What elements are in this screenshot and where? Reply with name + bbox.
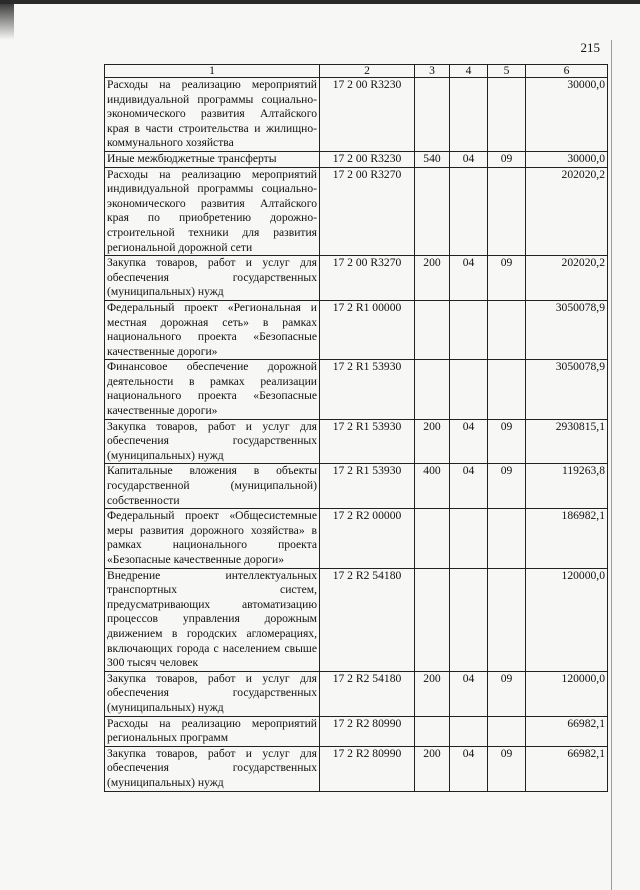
expense-type-cell: 200 bbox=[415, 256, 450, 301]
expense-name-cell: Финансовое обеспечение дорожной деятельности в рамках реализации национального проекта «Безопасные качественные дороги» bbox=[105, 360, 320, 419]
target-code-cell: 17 2 R2 54180 bbox=[320, 568, 415, 671]
table-row bbox=[105, 256, 608, 301]
subsection-cell: 09 bbox=[488, 671, 526, 716]
amount-cell: 202020,2 bbox=[526, 256, 608, 301]
subsection-cell: 09 bbox=[488, 464, 526, 509]
expense-type-cell bbox=[415, 78, 450, 152]
subsection-cell: 09 bbox=[488, 746, 526, 791]
section-cell bbox=[450, 300, 488, 359]
target-code-cell: 17 2 R1 53930 bbox=[320, 419, 415, 464]
subsection-cell: 09 bbox=[488, 256, 526, 301]
amount-cell: 3050078,9 bbox=[526, 300, 608, 359]
scan-shadow-left bbox=[0, 0, 14, 40]
table-row bbox=[105, 300, 608, 359]
header-cell-1: 1 bbox=[105, 65, 320, 78]
section-cell: 04 bbox=[450, 671, 488, 716]
target-code-cell: 17 2 00 R3270 bbox=[320, 167, 415, 256]
expense-type-cell: 400 bbox=[415, 464, 450, 509]
expense-type-cell bbox=[415, 360, 450, 419]
amount-cell: 2930815,1 bbox=[526, 419, 608, 464]
expense-name-cell: Расходы на реализацию мероприятий индивидуальной программы социально-экономического развития Алтайского края в части строительства и жилищно-коммунального хозяйства bbox=[105, 78, 320, 152]
header-cell-4: 4 bbox=[450, 65, 488, 78]
target-code-cell: 17 2 R2 80990 bbox=[320, 746, 415, 791]
table-row bbox=[105, 568, 608, 671]
expense-name-cell: Закупка товаров, работ и услуг для обеспечения государственных (муниципальных) нужд bbox=[105, 256, 320, 301]
scan-edge-right bbox=[611, 40, 612, 890]
amount-cell: 120000,0 bbox=[526, 671, 608, 716]
table-row bbox=[105, 464, 608, 509]
target-code-cell: 17 2 R1 53930 bbox=[320, 464, 415, 509]
subsection-cell bbox=[488, 716, 526, 746]
table-row bbox=[105, 509, 608, 568]
header-cell-5: 5 bbox=[488, 65, 526, 78]
target-code-cell: 17 2 00 R3230 bbox=[320, 151, 415, 167]
subsection-cell bbox=[488, 568, 526, 671]
target-code-cell: 17 2 R1 53930 bbox=[320, 360, 415, 419]
header-cell-3: 3 bbox=[415, 65, 450, 78]
subsection-cell bbox=[488, 78, 526, 152]
amount-cell: 186982,1 bbox=[526, 509, 608, 568]
amount-cell: 119263,8 bbox=[526, 464, 608, 509]
header-row bbox=[105, 65, 608, 78]
expense-name-cell: Федеральный проект «Региональная и местная дорожная сеть» в рамках национального проекта «Безопасные качественные дороги» bbox=[105, 300, 320, 359]
section-cell bbox=[450, 78, 488, 152]
subsection-cell bbox=[488, 509, 526, 568]
target-code-cell: 17 2 00 R3270 bbox=[320, 256, 415, 301]
expense-type-cell bbox=[415, 568, 450, 671]
expense-name-cell: Расходы на реализацию мероприятий индивидуальной программы социально-экономического развития Алтайского края по приобретению дорожно-строительной техники для развития региональной дорожной сети bbox=[105, 167, 320, 256]
expense-name-cell: Закупка товаров, работ и услуг для обеспечения государственных (муниципальных) нужд bbox=[105, 419, 320, 464]
target-code-cell: 17 2 R1 00000 bbox=[320, 300, 415, 359]
subsection-cell bbox=[488, 167, 526, 256]
section-cell bbox=[450, 716, 488, 746]
target-code-cell: 17 2 R2 80990 bbox=[320, 716, 415, 746]
amount-cell: 30000,0 bbox=[526, 78, 608, 152]
table-row bbox=[105, 671, 608, 716]
expense-name-cell: Федеральный проект «Общесистемные меры развития дорожного хозяйства» в рамках национального проекта «Безопасные качественные дороги» bbox=[105, 509, 320, 568]
table-row bbox=[105, 419, 608, 464]
section-cell: 04 bbox=[450, 151, 488, 167]
table-row bbox=[105, 716, 608, 746]
expense-name-cell: Закупка товаров, работ и услуг для обеспечения государственных (муниципальных) нужд bbox=[105, 671, 320, 716]
expense-type-cell: 200 bbox=[415, 419, 450, 464]
section-cell bbox=[450, 360, 488, 419]
amount-cell: 120000,0 bbox=[526, 568, 608, 671]
expense-name-cell: Капитальные вложения в объекты государственной (муниципальной) собственности bbox=[105, 464, 320, 509]
section-cell bbox=[450, 568, 488, 671]
expense-type-cell: 200 bbox=[415, 746, 450, 791]
expense-name-cell: Внедрение интеллектуальных транспортных систем, предусматривающих автоматизацию процессов управления дорожным движением в городских агломерациях, включающих города с населением свыше 300 тысяч человек bbox=[105, 568, 320, 671]
table-row bbox=[105, 167, 608, 256]
expense-type-cell: 200 bbox=[415, 671, 450, 716]
section-cell: 04 bbox=[450, 256, 488, 301]
target-code-cell: 17 2 R2 00000 bbox=[320, 509, 415, 568]
subsection-cell: 09 bbox=[488, 151, 526, 167]
expense-name-cell: Расходы на реализацию мероприятий региональных программ bbox=[105, 716, 320, 746]
expense-type-cell: 540 bbox=[415, 151, 450, 167]
section-cell: 04 bbox=[450, 419, 488, 464]
expense-type-cell bbox=[415, 509, 450, 568]
section-cell: 04 bbox=[450, 746, 488, 791]
table-row bbox=[105, 78, 608, 152]
amount-cell: 66982,1 bbox=[526, 716, 608, 746]
expense-type-cell bbox=[415, 716, 450, 746]
amount-cell: 30000,0 bbox=[526, 151, 608, 167]
section-cell bbox=[450, 167, 488, 256]
target-code-cell: 17 2 00 R3230 bbox=[320, 78, 415, 152]
page-number: 215 bbox=[580, 40, 600, 55]
section-cell bbox=[450, 509, 488, 568]
amount-cell: 66982,1 bbox=[526, 746, 608, 791]
amount-cell: 3050078,9 bbox=[526, 360, 608, 419]
amount-cell: 202020,2 bbox=[526, 167, 608, 256]
expense-name-cell: Закупка товаров, работ и услуг для обеспечения государственных (муниципальных) нужд bbox=[105, 746, 320, 791]
scan-border-top bbox=[0, 0, 640, 4]
subsection-cell: 09 bbox=[488, 419, 526, 464]
section-cell: 04 bbox=[450, 464, 488, 509]
expense-name-cell: Иные межбюджетные трансферты bbox=[105, 151, 320, 167]
expense-type-cell bbox=[415, 167, 450, 256]
table-row bbox=[105, 746, 608, 791]
subsection-cell bbox=[488, 300, 526, 359]
budget-table bbox=[104, 64, 608, 792]
expense-type-cell bbox=[415, 300, 450, 359]
table-row bbox=[105, 151, 608, 167]
target-code-cell: 17 2 R2 54180 bbox=[320, 671, 415, 716]
subsection-cell bbox=[488, 360, 526, 419]
header-cell-6: 6 bbox=[526, 65, 608, 78]
header-cell-2: 2 bbox=[320, 65, 415, 78]
table-row bbox=[105, 360, 608, 419]
